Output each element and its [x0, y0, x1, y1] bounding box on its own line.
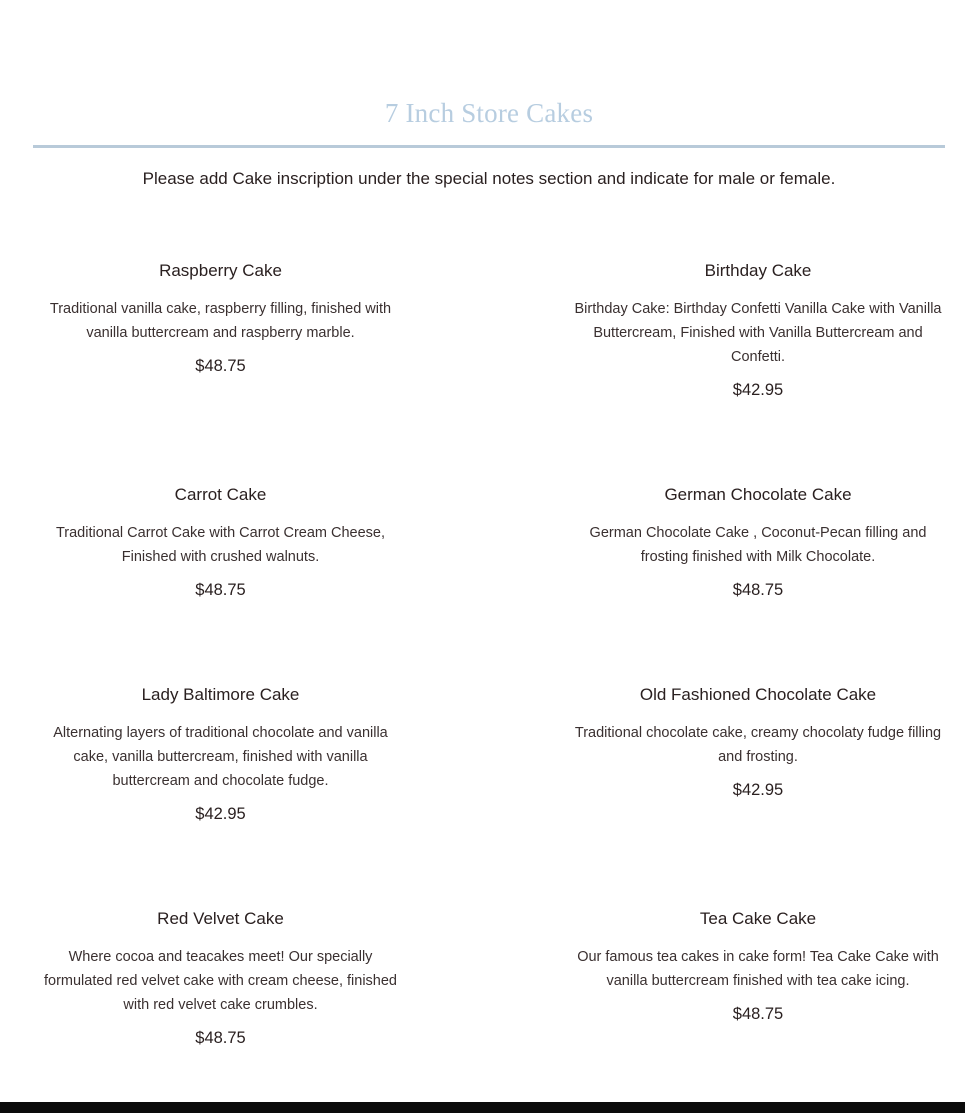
- menu-item-birthday-cake[interactable]: [570, 259, 946, 402]
- item-description: Birthday Cake: Birthday Confetti Vanilla Cake with Vanilla Buttercream, Finished with Vanilla Buttercream and Confetti.: [574, 301, 942, 365]
- item-name: Old Fashioned Chocolate Cake: [639, 685, 877, 704]
- item-name: Lady Baltimore Cake: [141, 685, 300, 704]
- menu-item-german-chocolate-cake[interactable]: [570, 483, 946, 602]
- item-price: $42.95: [732, 781, 784, 799]
- menu-item-tea-cake-cake[interactable]: [570, 907, 946, 1026]
- item-name: Carrot Cake: [174, 485, 267, 504]
- menu-item-red-velvet-cake[interactable]: [36, 907, 405, 1050]
- menu-item-lady-baltimore-cake[interactable]: [36, 683, 405, 826]
- page-title: 7 Inch Store Cakes: [384, 98, 594, 128]
- item-description: Traditional vanilla cake, raspberry filling, finished with vanilla buttercream and raspberry marble.: [49, 301, 392, 341]
- item-description: Our famous tea cakes in cake form! Tea Cake Cake with vanilla buttercream finished with tea cake icing.: [577, 949, 939, 989]
- item-name: Tea Cake Cake: [699, 909, 817, 928]
- item-price: $48.75: [732, 1005, 784, 1023]
- item-description: Traditional chocolate cake, creamy chocolaty fudge filling and frosting.: [574, 725, 942, 765]
- item-description: German Chocolate Cake , Coconut-Pecan filling and frosting finished with Milk Chocolate.: [589, 525, 927, 565]
- item-name: Raspberry Cake: [159, 261, 282, 280]
- item-description: Where cocoa and teacakes meet! Our specially formulated red velvet cake with cream cheese, finished with red velvet cake crumbles.: [43, 949, 397, 1013]
- inscription-notice: Please add Cake inscription under the special notes section and indicate for male or female.: [142, 169, 836, 188]
- item-description: Traditional Carrot Cake with Carrot Cream Cheese, Finished with crushed walnuts.: [55, 525, 386, 565]
- item-price: $42.95: [732, 381, 784, 399]
- menu-item-carrot-cake[interactable]: [36, 483, 405, 602]
- title-divider: [33, 145, 945, 148]
- footer-bar: [0, 1102, 965, 1113]
- item-name: German Chocolate Cake: [664, 485, 852, 504]
- item-name: Birthday Cake: [704, 261, 812, 280]
- item-description: Alternating layers of traditional chocolate and vanilla cake, vanilla buttercream, finished with vanilla buttercream and chocolate fudge.: [53, 725, 388, 789]
- menu-item-raspberry-cake[interactable]: [36, 259, 405, 378]
- item-price: $48.75: [732, 581, 784, 599]
- item-price: $48.75: [195, 1029, 246, 1047]
- item-price: $48.75: [195, 357, 246, 375]
- item-price: $48.75: [195, 581, 246, 599]
- menu-item-old-fashioned-chocolate-cake[interactable]: [570, 683, 946, 802]
- item-name: Red Velvet Cake: [157, 909, 284, 928]
- item-price: $42.95: [195, 805, 246, 823]
